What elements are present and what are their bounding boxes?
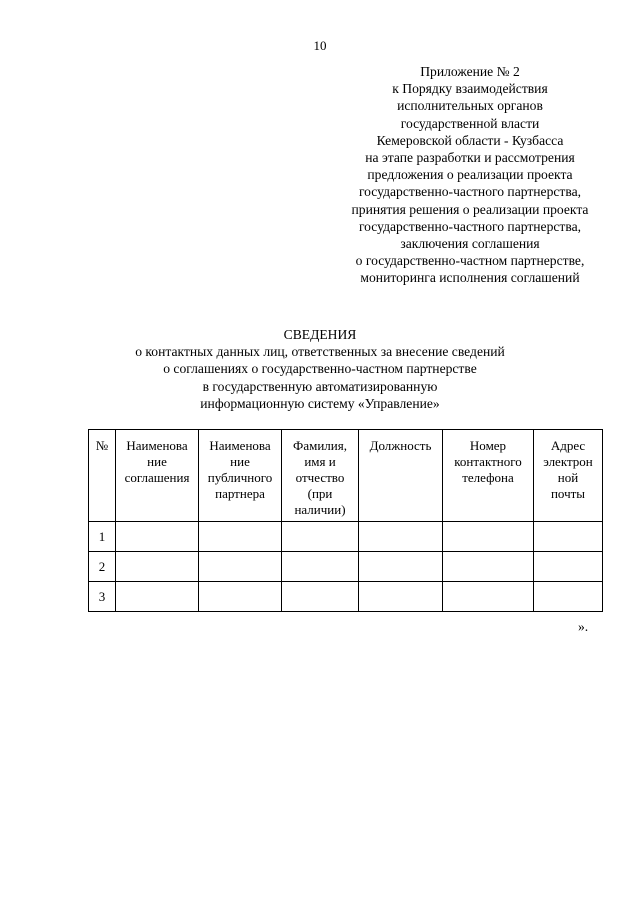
appendix-line: о государственно-частном партнерстве, <box>355 253 585 269</box>
appendix-line: государственно-частного партнерства, <box>358 184 582 200</box>
table-cell <box>359 582 443 612</box>
table-cell <box>359 552 443 582</box>
header-label: Адрес электрон ной почты <box>543 438 593 501</box>
table-cell <box>534 582 603 612</box>
heading-line: информационную систему «Управление» <box>200 395 440 411</box>
appendix-block <box>325 63 615 287</box>
table-cell <box>534 522 603 552</box>
appendix-line: предложения о реализации проекта <box>367 167 573 183</box>
header-label: Должность <box>369 438 432 453</box>
appendix-line: к Порядку взаимодействия <box>392 81 548 97</box>
table-cell <box>282 552 359 582</box>
header-label: Номер контактного телефона <box>454 438 522 485</box>
table-cell <box>199 522 282 552</box>
header-label: № <box>95 438 109 453</box>
row-number: 2 <box>89 552 116 582</box>
header-number <box>89 430 116 522</box>
header-email <box>534 430 603 522</box>
table-cell <box>443 552 534 582</box>
contacts-table <box>88 429 603 612</box>
appendix-line: на этапе разработки и рассмотрения <box>365 150 575 166</box>
header-agreement-name <box>116 430 199 522</box>
table-cell <box>282 582 359 612</box>
table-cell <box>199 552 282 582</box>
header-public-partner <box>199 430 282 522</box>
table-cell <box>443 522 534 552</box>
appendix-line: Кемеровской области - Кузбасса <box>376 132 564 148</box>
appendix-line: государственной власти <box>400 115 540 131</box>
table-row <box>89 522 603 552</box>
document-heading <box>0 326 640 412</box>
table-cell <box>282 522 359 552</box>
table-cell <box>116 522 199 552</box>
header-label: Наименова ние соглашения <box>124 438 190 485</box>
header-label: Фамилия, имя и отчество (при наличии) <box>293 438 347 517</box>
table-row <box>89 552 603 582</box>
table-cell <box>443 582 534 612</box>
page-number: 10 <box>313 38 327 53</box>
heading-title: СВЕДЕНИЯ <box>283 327 357 342</box>
table-cell <box>116 582 199 612</box>
table-cell <box>359 522 443 552</box>
appendix-line: заключения соглашения <box>400 236 540 252</box>
row-number: 3 <box>89 582 116 612</box>
appendix-line: мониторинга исполнения соглашений <box>360 270 580 286</box>
header-label: Наименова ние публичного партнера <box>207 438 273 501</box>
appendix-line: исполнительных органов <box>397 98 543 114</box>
appendix-line: Приложение № 2 <box>420 64 520 79</box>
table-cell <box>534 552 603 582</box>
table-cell <box>199 582 282 612</box>
table-cell <box>116 552 199 582</box>
heading-line: о контактных данных лиц, ответственных за внесение сведений <box>135 344 505 360</box>
appendix-line: принятия решения о реализации проекта <box>351 201 589 217</box>
header-position <box>359 430 443 522</box>
table-row <box>89 582 603 612</box>
heading-line: о соглашениях о государственно-частном партнерстве <box>163 361 477 377</box>
table-header-row <box>89 430 603 522</box>
heading-line: в государственную автоматизированную <box>202 378 438 394</box>
header-phone <box>443 430 534 522</box>
closing-quote: ». <box>578 619 589 634</box>
header-full-name <box>282 430 359 522</box>
row-number: 1 <box>89 522 116 552</box>
appendix-line: государственно-частного партнерства, <box>358 218 582 234</box>
